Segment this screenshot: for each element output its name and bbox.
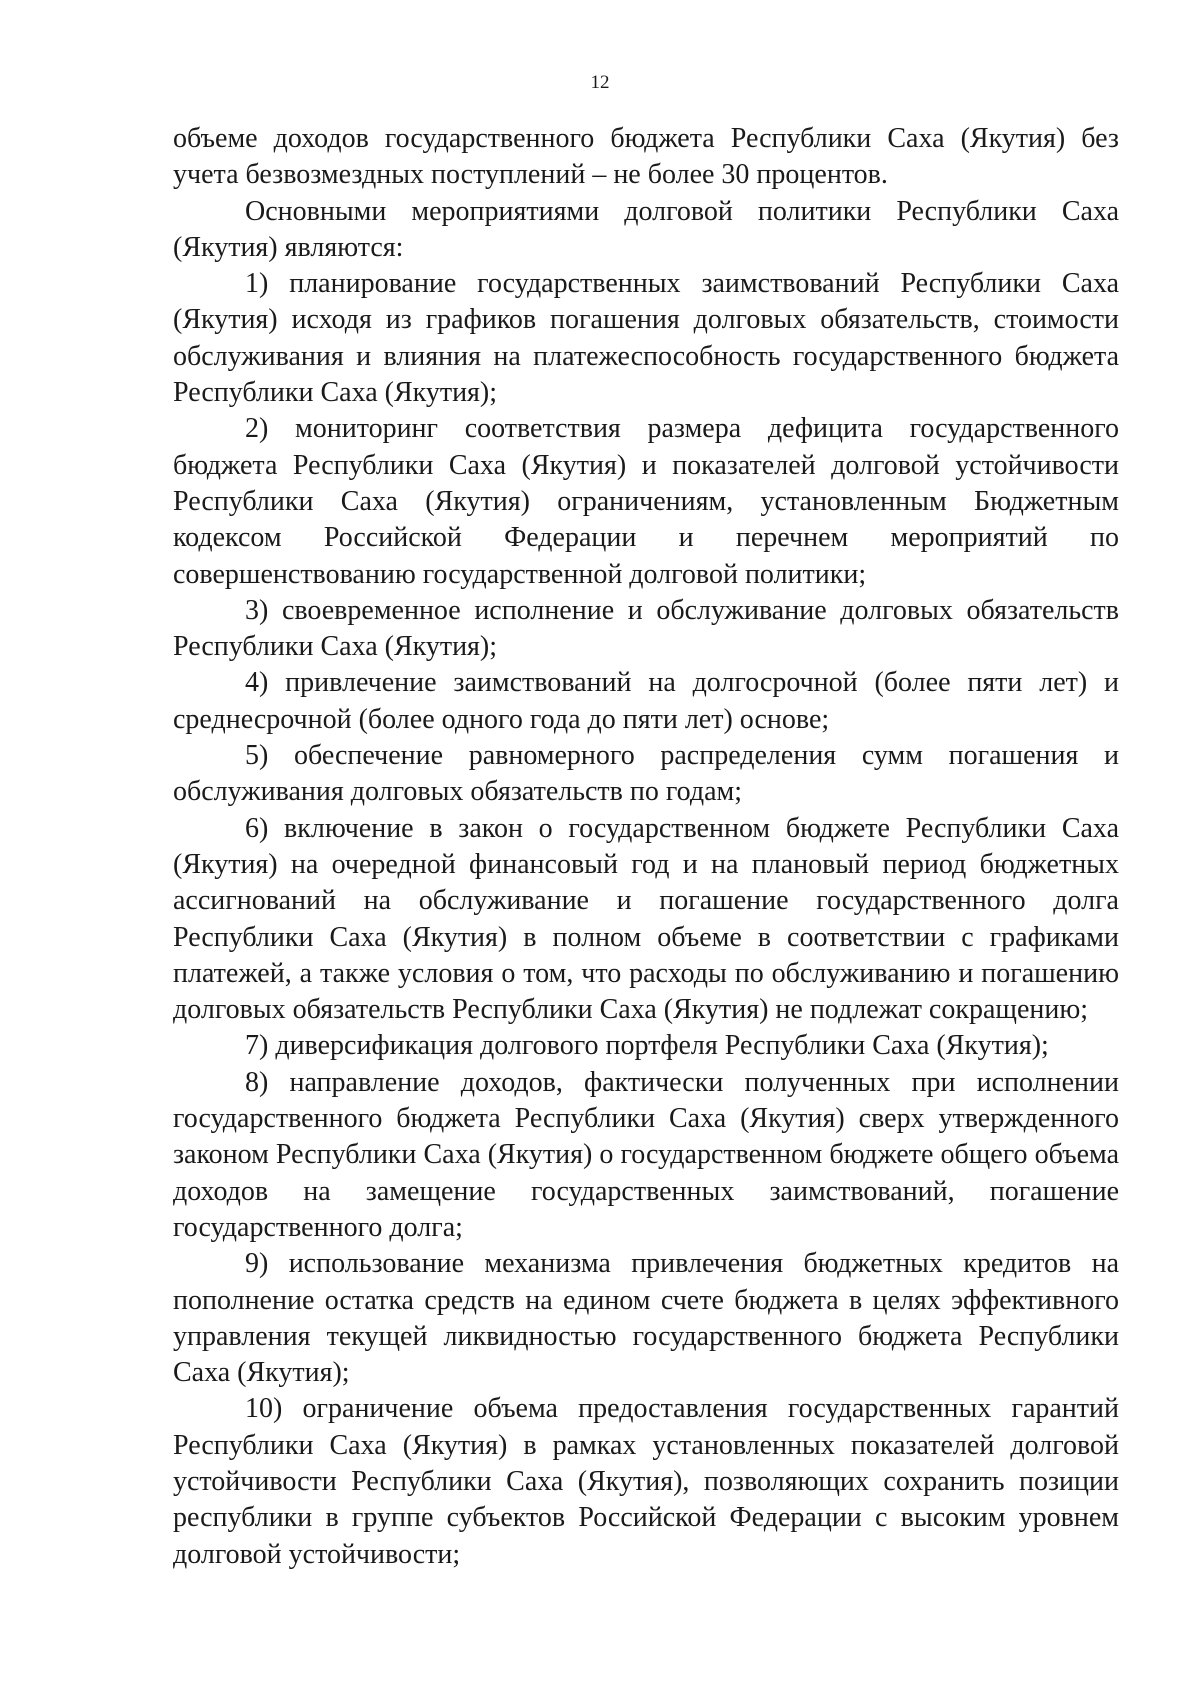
paragraph-continuation: объеме доходов государственного бюджета Республики Саха (Якутия) без учета безвозмездных поступлений – не более 30 процентов. — [173, 123, 1119, 191]
document-body — [173, 121, 1119, 1573]
list-item-6: 6) включение в закон о государственном бюджете Республики Саха (Якутия) на очередной финансовый год и на плановый период бюджетных ассигнований на обслуживание и погашение государственного долга Республики Саха (Якутия) в полном объеме в соответствии с графиками платежей, а также условия о том, что расходы по обслуживанию и погашению долговых обязательств Республики Саха (Якутия) не подлежат сокращению; — [173, 812, 1119, 1026]
list-item-2: 2) мониторинг соответствия размера дефицита государственного бюджета Республики Саха (Якутия) и показателей долговой устойчивости Республики Саха (Якутия) ограничениям, установленным Бюджетным кодексом Российской Федерации и перечнем мероприятий по совершенствованию государственной долговой политики; — [173, 413, 1119, 590]
list-item-8: 8) направление доходов, фактически полученных при исполнении государственного бюджета Республики Саха (Якутия) сверх утвержденного законом Республики Саха (Якутия) о государственном бюджете общего объема доходов на замещение государственных заимствований, погашение государственного долга; — [173, 1066, 1119, 1243]
list-item-5: 5) обеспечение равномерного распределения сумм погашения и обслуживания долговых обязательств по годам; — [173, 740, 1119, 808]
list-item-9: 9) использование механизма привлечения бюджетных кредитов на пополнение остатка средств на едином счете бюджета в целях эффективного управления текущей ликвидностью государственного бюджета Республики Саха (Якутия); — [173, 1248, 1119, 1389]
paragraph-measures-intro: Основными мероприятиями долговой политики Республики Саха (Якутия) являются: — [173, 195, 1119, 263]
list-item-4: 4) привлечение заимствований на долгосрочной (более пяти лет) и среднесрочной (более одного года до пяти лет) основе; — [173, 667, 1119, 735]
list-item-10: 10) ограничение объема предоставления государственных гарантий Республики Саха (Якутия) в рамках установленных показателей долговой устойчивости Республики Саха (Якутия), позволяющих сохранить позиции республики в группе субъектов Российской Федерации с высоким уровнем долговой устойчивости; — [173, 1393, 1119, 1570]
page-number: 12 — [590, 72, 610, 93]
list-item-1: 1) планирование государственных заимствований Республики Саха (Якутия) исходя из графиков погашения долговых обязательств, стоимости обслуживания и влияния на платежеспособность государственного бюджета Республики Саха (Якутия); — [173, 268, 1119, 409]
list-item-3: 3) своевременное исполнение и обслуживание долговых обязательств Республики Саха (Якутия); — [173, 594, 1119, 663]
list-item-7: 7) диверсификация долгового портфеля Республики Саха (Якутия); — [245, 1030, 1049, 1062]
